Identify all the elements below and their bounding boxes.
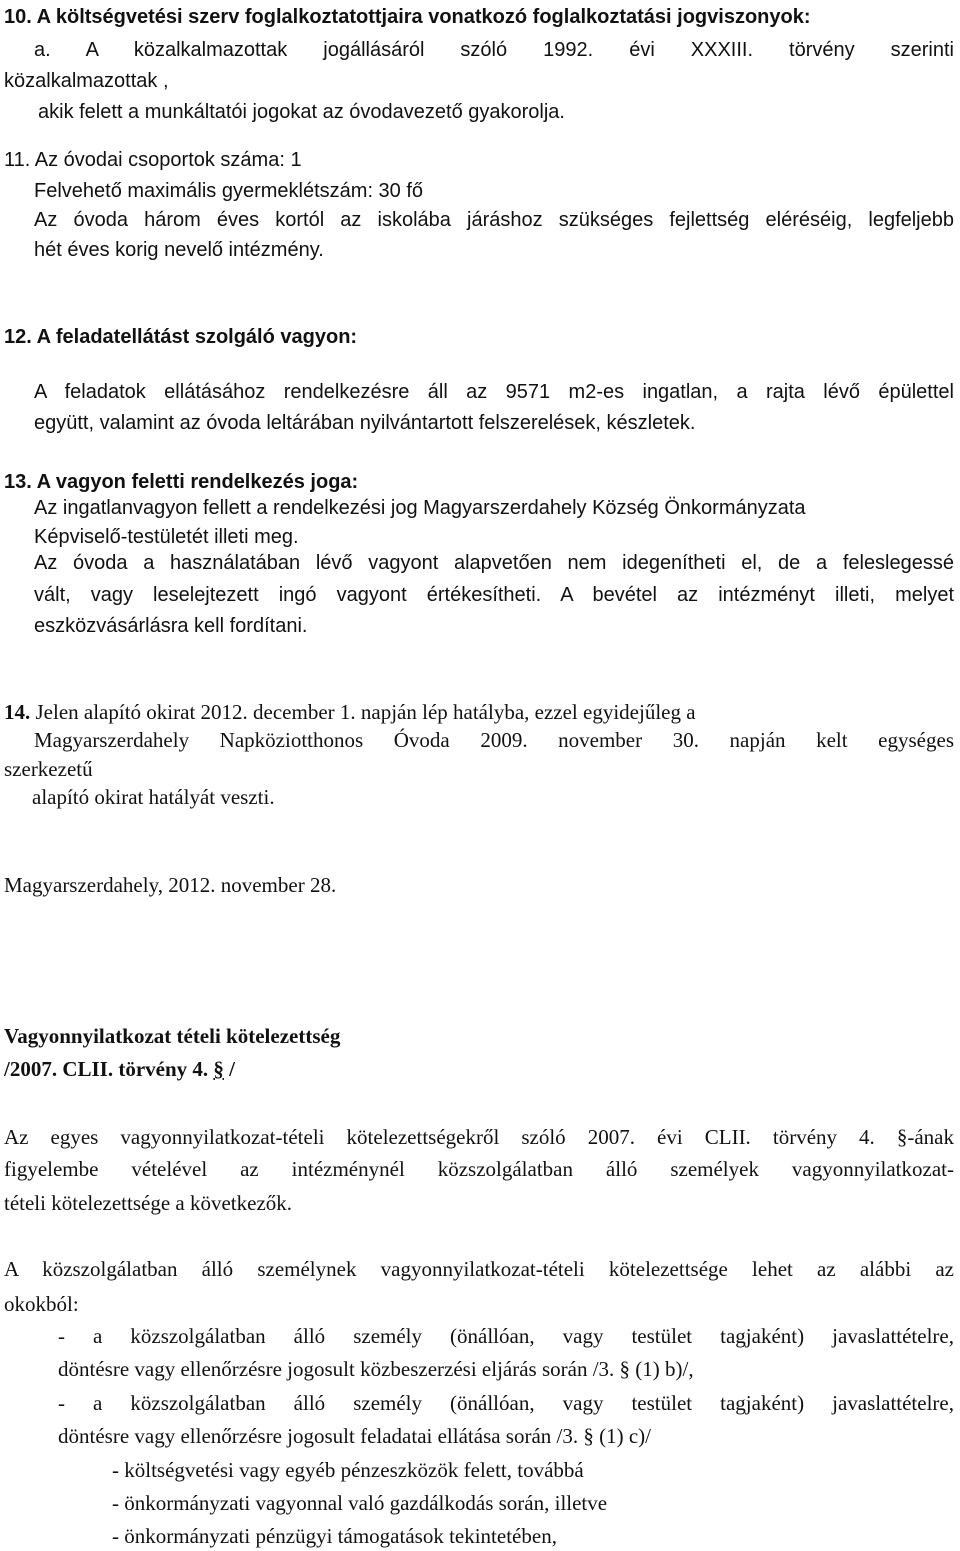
list-item-1-line-2: döntésre vagy ellenőrzésre jogosult közbeszerzési eljárás során /3. § (1) b)/, <box>58 1357 694 1381</box>
para1-line-3: tételi kötelezettsége a következők. <box>4 1191 293 1215</box>
vagyon-title: Vagyonnyilatkozat tételi kötelezettség <box>4 1024 341 1048</box>
section-13-line-3: Az óvoda a használatában lévő vagyont alapvetően nem idegenítheti el, de a feleslegessé <box>34 552 954 574</box>
section-14-line-2: Magyarszerdahely Napköziotthonos Óvoda 2009. november 30. napján kelt egységes <box>34 728 954 752</box>
section-11-line-1: 11. Az óvodai csoportok száma: 1 <box>4 149 302 171</box>
place-date: Magyarszerdahely, 2012. november 28. <box>4 873 337 897</box>
law-prefix: /2007. CLII. törvény 4. <box>4 1057 214 1081</box>
section-13-heading: 13. A vagyon feletti rendelkezés joga: <box>4 471 359 493</box>
list-item-1-line-1: - a közszolgálatban álló személy (önállóan, vagy testület tagjaként) javaslattételre, <box>58 1324 954 1348</box>
section-11-line-2: Felvehető maximális gyermeklétszám: 30 fő <box>34 180 424 202</box>
section-14-line-3: szerkezetű <box>4 757 93 781</box>
section-12-line-2: együtt, valamint az óvoda leltárában nyilvántartott felszerelések, készletek. <box>34 412 696 434</box>
section-12-heading: 12. A feladatellátást szolgáló vagyon: <box>4 326 358 348</box>
para1-line-2: figyelembe vételével az intézménynél közszolgálatban álló személyek vagyonnyilatkozat- <box>4 1157 954 1181</box>
section-14-line-1 <box>4 699 696 725</box>
section-10-line-c: akik felett a munkáltatói jogokat az óvodavezető gyakorolja. <box>38 101 565 123</box>
section-11-line-3: Az óvoda három éves kortól az iskolába járáshoz szükséges fejlettség eléréséig, legfeljebb <box>34 209 954 231</box>
section-13-line-2: Képviselő-testületét illeti meg. <box>34 526 299 548</box>
section-14-number: 14. <box>4 700 31 724</box>
paragraph-symbol: § <box>213 1057 224 1081</box>
sub-item-2: - önkormányzati vagyonnal való gazdálkodás során, illetve <box>112 1491 608 1515</box>
section-12-line-1: A feladatok ellátásához rendelkezésre áll az 9571 m2-es ingatlan, a rajta lévő épülettel <box>34 381 954 403</box>
section-13-line-5: eszközvásárlásra kell fordítani. <box>34 615 308 637</box>
para2-line-2: okokból: <box>4 1292 79 1316</box>
list-item-2-line-1: - a közszolgálatban álló személy (önállóan, vagy testület tagjaként) javaslattételre, <box>58 1391 954 1415</box>
list-item-2-line-2: döntésre vagy ellenőrzésre jogosult feladatai ellátása során /3. § (1) c)/ <box>58 1424 652 1448</box>
vagyon-law-reference <box>4 1056 235 1082</box>
sub-item-3: - önkormányzati pénzügyi támogatások tekintetében, <box>112 1524 557 1548</box>
section-13-line-4: vált, vagy leselejtezett ingó vagyont értékesítheti. A bevétel az intézményt illeti, melyet <box>34 584 954 606</box>
para2-line-1: A közszolgálatban álló személynek vagyonnyilatkozat-tételi kötelezettsége lehet az alábbi az <box>4 1257 954 1281</box>
law-suffix: / <box>223 1057 236 1081</box>
para1-line-1: Az egyes vagyonnyilatkozat-tételi kötelezettségekről szóló 2007. évi CLII. törvény 4. §-ának <box>4 1125 954 1149</box>
section-14-line-4: alapító okirat hatályát veszti. <box>32 785 275 809</box>
section-10-line-b: közalkalmazottak , <box>4 70 169 92</box>
sub-item-1: - költségvetési vagy egyéb pénzeszközök felett, továbbá <box>112 1458 584 1482</box>
section-13-line-1: Az ingatlanvagyon fellett a rendelkezési jog Magyarszerdahely Község Önkormányzata <box>34 497 806 519</box>
section-10-heading: 10. A költségvetési szerv foglalkoztatottjaira vonatkozó foglalkoztatási jogviszonyok: <box>4 6 811 28</box>
section-14-line-1-text: Jelen alapító okirat 2012. december 1. napján lép hatályba, ezzel egyidejűleg a <box>35 700 696 724</box>
section-10-line-a: a. A közalkalmazottak jogállásáról szóló 1992. évi XXXIII. törvény szerinti <box>34 39 954 61</box>
section-11-line-4: hét éves korig nevelő intézmény. <box>34 239 324 261</box>
